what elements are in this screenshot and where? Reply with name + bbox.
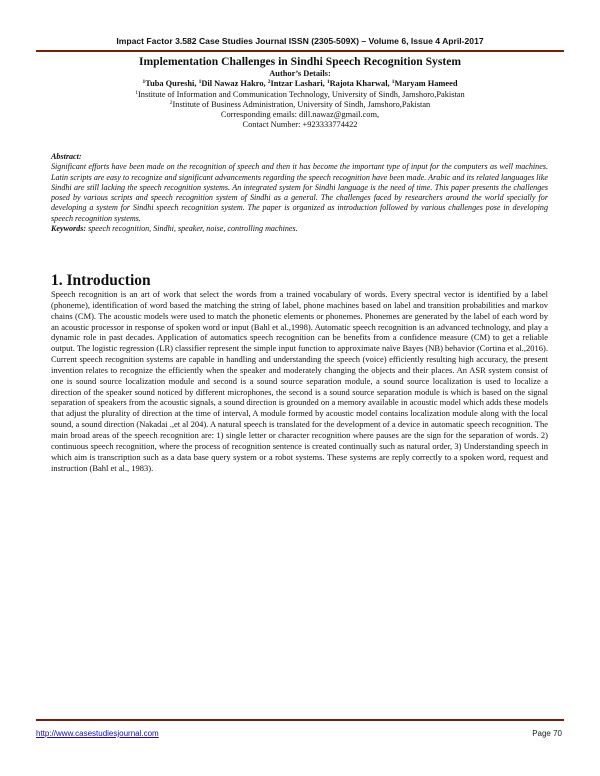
author-list: $^1$Tuba Qureshi, $^1$Dil Nawaz Hakro, $^2$Intzar Lashari, $^1$Rajota Kharwal, $^1$Maryam Hameed xyxy=(142,79,458,89)
affiliation-sup: 1 xyxy=(135,89,139,96)
author-name: Rajota Kharwal xyxy=(329,79,388,89)
contact-number: Contact Number: +923333774422 xyxy=(242,120,358,130)
author-name: Intzar Lashari xyxy=(270,79,323,89)
author-sup: 2 xyxy=(267,79,271,86)
page-number: Page 70 xyxy=(532,729,562,738)
affiliation xyxy=(0,100,600,110)
keywords-label: Keywords: xyxy=(51,223,87,233)
affiliation-text: Institute of Business Administration, University of Sindh, Jamshoro,Pakistan xyxy=(172,99,431,109)
affiliation-sup: 2 xyxy=(169,99,173,106)
author-sup: 1 xyxy=(326,79,330,86)
author-sup: 1 xyxy=(198,79,202,86)
corresponding-email: Corresponding emails: dill.nawaz@gmail.com, xyxy=(220,110,380,120)
authors-label: Author’s Details: xyxy=(269,69,331,78)
author-sup: 1 xyxy=(391,79,395,86)
author-sup: 1 xyxy=(142,79,146,86)
section-heading-introduction: 1. Introduction xyxy=(51,272,151,289)
journal-header: Impact Factor 3.582 Case Studies Journal ISSN (2305-509X) – Volume 6, Issue 4 April-2017 xyxy=(116,36,484,46)
abstract-heading: Abstract: xyxy=(51,152,82,161)
introduction-body: Speech recognition is an art of work that select the words from a trained vocabulary of words. Every spectral vector is identified by a label (phoneme), identification of word based the matching the string of label, phone machines based on label and transition probabilities and markov chains (CM). The acoustic models were used to match the phonetic elements or phonemes. Phonemes are generated by the label of each word by an acoustic processor in response of spoken word or input (Bahl et al.,1998). Automatic speech recognition is an advanced technology, and play a dynamic role in past decades. Application of automatics speech recognition can be benefits from a confidence measure (CM) to get a reliable output. The logistic regression (LR) classifier represent the simple input function to approximate naïve Bayes (NB) behavior (Cortina et al.,2016). Current speech recognition systems are capable in handling and understanding the speech (voice) efficiently resulting high accuracy, the present invention relates to recognize the efficiently when the speaker and moderately changing the objects and their places. An ASR system consist of one is sound source localization module and second is a sound source separation module, a sound source localization is used to localize a direction of the speaker sound noticed by different microphones, the second is a sound source separation module is which is based on the signal separation of speakers from the acoustic signals, a sound direction is grounded on a memory available in acoustic model which adds these models that adjust the plurality of direction at the time of interval, A module formed by acoustic model contains localization module along with the local sound, a sound direction (Nakadai .,et al 204). A natural speech is translated for the development of a device in automatic speech recognition. The main broad areas of the speech recognition are: 1) single letter or character recognition where pauses are the sign for the separation of words. 2) continuous speech recognition, where the process of recognition sentence is created continually such as natural order, 3) Understanding speech in which aim is transcription such as a data base query system or a robot systems. These systems are reply correctly to a spoken word, request and instruction (Bahl et al., 1983). xyxy=(51,289,548,473)
affiliation xyxy=(0,90,600,100)
abstract xyxy=(51,152,548,234)
keywords-text: speech recognition, Sindhi, speaker, noise, controlling machines. xyxy=(88,223,298,233)
author-name: Dil Nawaz Hakro xyxy=(201,79,264,89)
keywords xyxy=(51,224,548,234)
paper-title: Implementation Challenges in Sindhi Speech Recognition System xyxy=(138,55,462,68)
author-name: Maryam Hameed xyxy=(394,79,458,89)
author-details xyxy=(0,69,600,131)
abstract-text: Significant efforts have been made on the recognition of speech and then it has become the important type of input for the computers as well machines. Latin scripts are easy to recognize and significant advancements regarding the speech recognition have been made. Arabic and its related languages like Sindhi are still lacking the speech recognition systems. An integrated system for Sindhi language is the need of time. This paper presents the challenges posed by various scripts and speech recognition system of Sindhi as a general. The challenges faced by researchers around the world specially for developing a system for Sindhi speech recognition system. The paper is organized as introduction followed by various challenges pose in developing speech recognition systems. xyxy=(51,162,548,223)
author-name: Tuba Qureshi xyxy=(145,79,195,89)
affiliation-text: Institute of Information and Communication Technology, University of Sindh, Jamshoro,Pakistan xyxy=(138,89,465,99)
footer-rule xyxy=(36,719,564,721)
journal-url-link[interactable]: http://www.casestudiesjournal.com xyxy=(36,729,159,738)
header-rule xyxy=(36,50,564,52)
